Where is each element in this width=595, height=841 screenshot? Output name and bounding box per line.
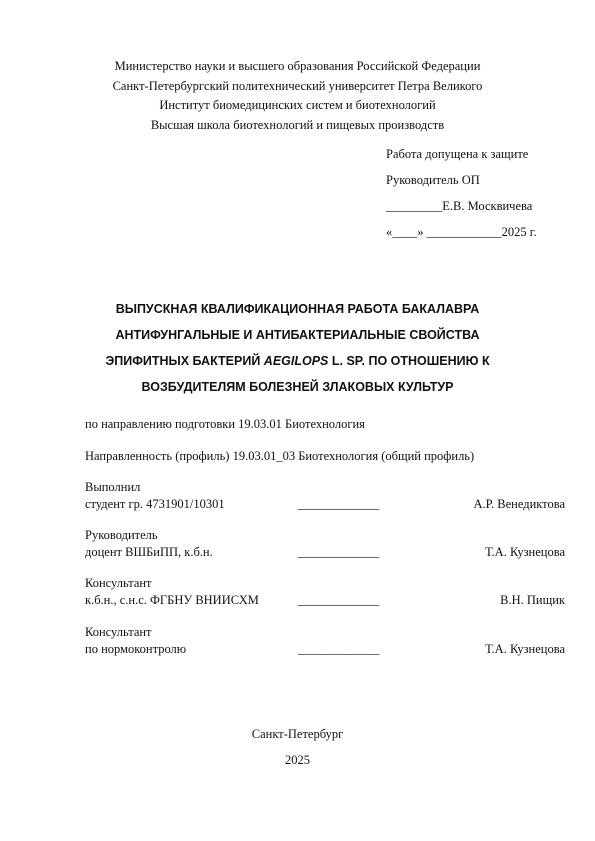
approval-admitted: Работа допущена к защите: [386, 147, 529, 161]
signature-supervisor: [85, 527, 565, 561]
signature-name: А.Р. Венедиктова: [473, 497, 565, 511]
study-direction: по направлению подготовки 19.03.01 Биотехнология: [85, 417, 365, 431]
institute-line: Институт биомедицинских систем и биотехнологий: [159, 98, 436, 112]
title-kind: ВЫПУСКНАЯ КВАЛИФИКАЦИОННАЯ РАБОТА БАКАЛАВРА: [115, 302, 480, 316]
ministry-line: Министерство науки и высшего образования Российской Федерации: [114, 59, 481, 73]
title-line-4: ВОЗБУДИТЕЛЯМ БОЛЕЗНЕЙ ЗЛАКОВЫХ КУЛЬТУР: [141, 380, 454, 394]
signature-name: Т.А. Кузнецова: [485, 642, 565, 656]
signature-blank: _____________: [298, 545, 380, 559]
signature-detail: доцент ВШБиПП, к.б.н.: [85, 545, 213, 559]
footer-city: Санкт-Петербург: [251, 727, 344, 741]
signature-detail: по нормоконтролю: [85, 642, 187, 656]
ministry-header: [0, 57, 595, 135]
approval-block: [386, 145, 537, 249]
signature-detail: к.б.н., с.н.с. ФГБНУ ВНИИСХМ: [85, 593, 259, 607]
approval-date: «____» ____________2025 г.: [386, 225, 537, 239]
signature-name: В.Н. Пищик: [500, 593, 565, 607]
signature-role: Консультант: [85, 576, 152, 590]
signature-norm-control: [85, 624, 565, 658]
study-profile: Направленность (профиль) 19.03.01_03 Биотехнология (общий профиль): [85, 449, 475, 463]
signature-role: Консультант: [85, 625, 152, 639]
signature-name: Т.А. Кузнецова: [485, 545, 565, 559]
school-line: Высшая школа биотехнологий и пищевых производств: [150, 117, 445, 132]
approval-head: Руководитель ОП: [386, 173, 480, 187]
title-line-3: ЭПИФИТНЫХ БАКТЕРИЙ AEGILOPS L. SP. ПО ОТНОШЕНИЮ К: [105, 354, 490, 368]
thesis-title: [0, 296, 595, 400]
university-line: Санкт-Петербургский политехнический университет Петра Великого: [112, 78, 483, 93]
signature-role: Руководитель: [85, 528, 158, 542]
signature-consultant: [85, 575, 565, 609]
title-line-2: АНТИФУНГАЛЬНЫЕ И АНТИБАКТЕРИАЛЬНЫЕ СВОЙСТВА: [115, 328, 480, 342]
signature-blank: _____________: [298, 593, 380, 607]
signature-blank: _____________: [298, 497, 380, 511]
approval-signature: _________Е.В. Москвичева: [386, 199, 533, 213]
species-name: AEGILOPS: [263, 354, 329, 368]
signature-role: Выполнил: [85, 480, 141, 494]
signature-detail: студент гр. 4731901/10301: [85, 497, 225, 511]
signature-blank: _____________: [298, 642, 380, 656]
signature-author: [85, 479, 565, 513]
footer-year: 2025: [285, 753, 310, 767]
